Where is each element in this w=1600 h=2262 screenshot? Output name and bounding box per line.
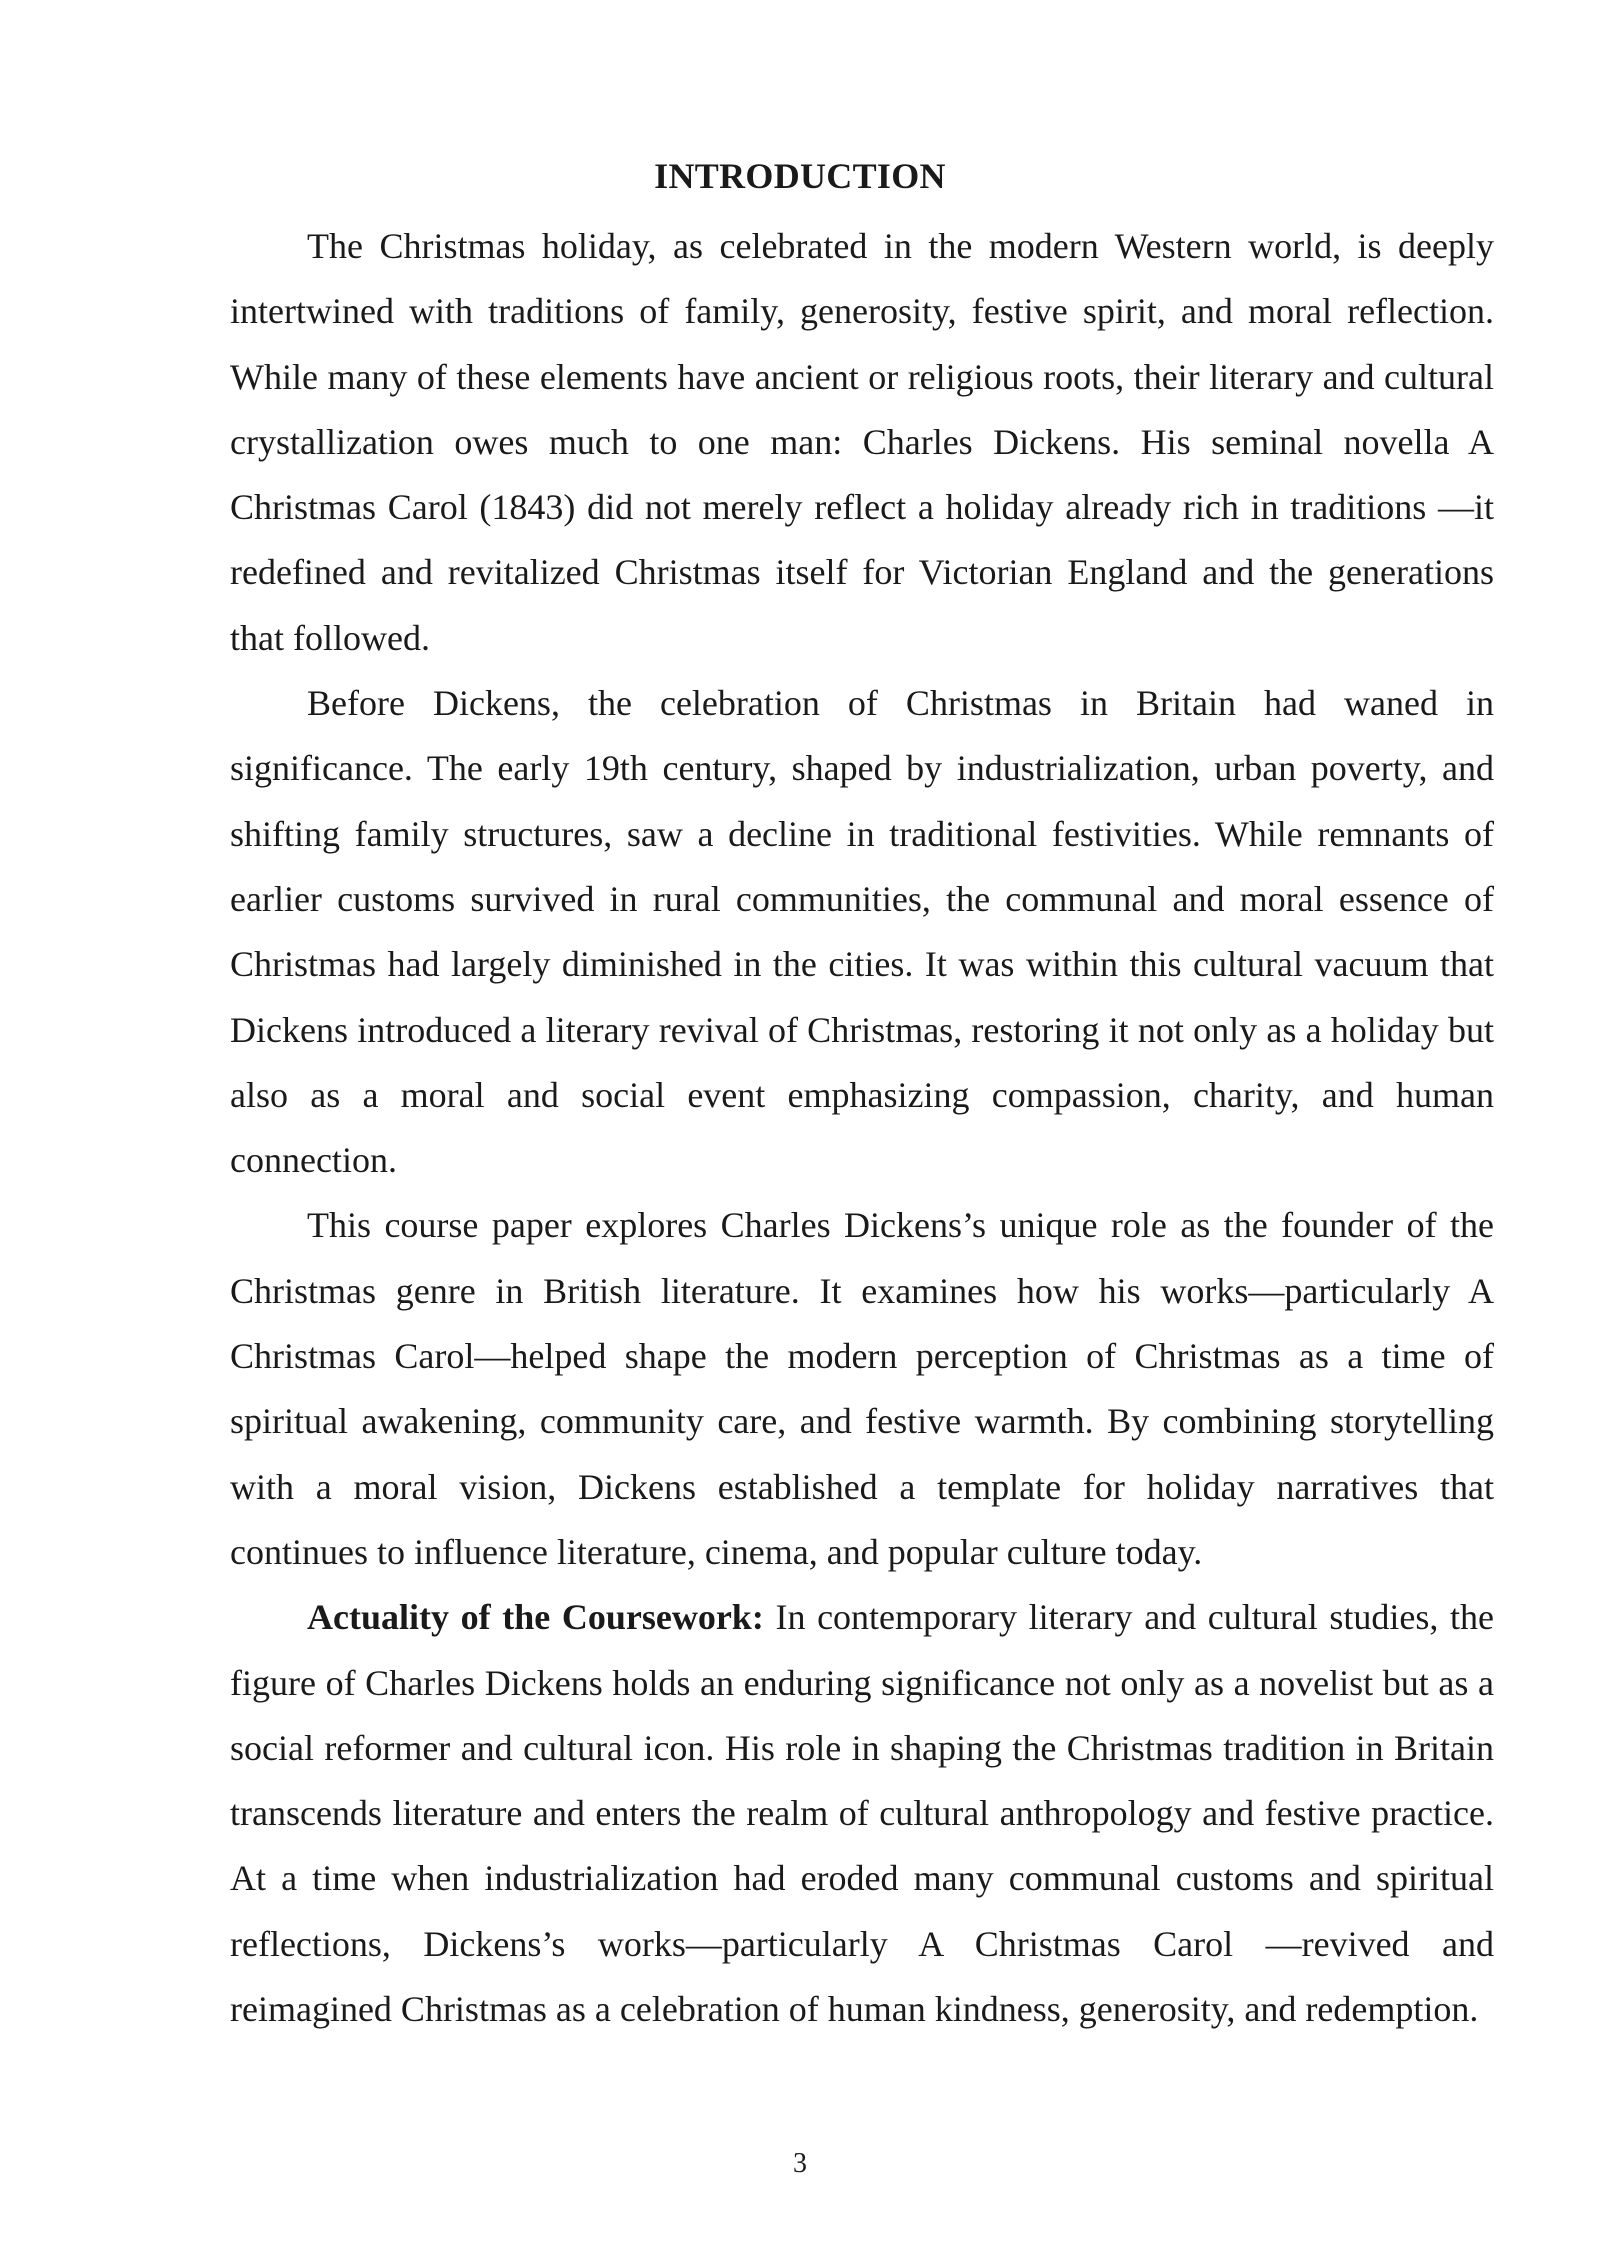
paragraph-lead-actuality: Actuality of the Coursework: (307, 1597, 764, 1638)
paragraph-text: In contemporary literary and cultural studies, the figure of Charles Dickens holds an enduring significance not only as a novelist but as a social reformer and cultural icon. His role in shaping the Christmas tradition in Britain transcends literature and enters the realm of cultural anthropology and festive practice. At a time when industrialization had eroded many communal customs and spiritual reflections, Dickens’s works—particularly A Christmas Carol —revived and reimagined Christmas as a celebration of human kindness, generosity, and redemption. (230, 1597, 1494, 2030)
paragraph-1 (230, 214, 1494, 671)
paragraph-3 (230, 1193, 1494, 1585)
paragraph-4 (230, 1585, 1494, 2042)
paragraph-text: Before Dickens, the celebration of Christmas in Britain had waned in significance. The early 19th century, shaped by industrialization, urban poverty, and shifting family structures, saw a decline in traditional festivities. While remnants of earlier customs survived in rural communities, the communal and moral essence of Christmas had largely diminished in the cities. It was within this cultural vacuum that Dickens introduced a literary revival of Christmas, restoring it not only as a holiday but also as a moral and social event emphasizing compassion, charity, and human connection. (230, 683, 1494, 1181)
section-heading: INTRODUCTION (654, 156, 946, 196)
paragraph-text: The Christmas holiday, as celebrated in the modern Western world, is deeply intertwined with traditions of family, generosity, festive spirit, and moral reflection. While many of these elements have ancient or religious roots, their literary and cultural crystallization owes much to one man: Charles Dickens. His seminal novella A Christmas Carol (1843) did not merely reflect a holiday already rich in traditions —it redefined and revitalized Christmas itself for Victorian England and the generations that followed. (230, 226, 1494, 658)
body-text (230, 214, 1494, 2042)
paragraph-text: This course paper explores Charles Dickens’s unique role as the founder of the Christmas genre in British literature. It examines how his works—particularly A Christmas Carol—helped shape the modern perception of Christmas as a time of spiritual awakening, community care, and festive warmth. By combining storytelling with a moral vision, Dickens established a template for holiday narratives that continues to influence literature, cinema, and popular culture today. (230, 1205, 1494, 1572)
page-number: 3 (793, 2148, 807, 2179)
paragraph-2 (230, 671, 1494, 1193)
